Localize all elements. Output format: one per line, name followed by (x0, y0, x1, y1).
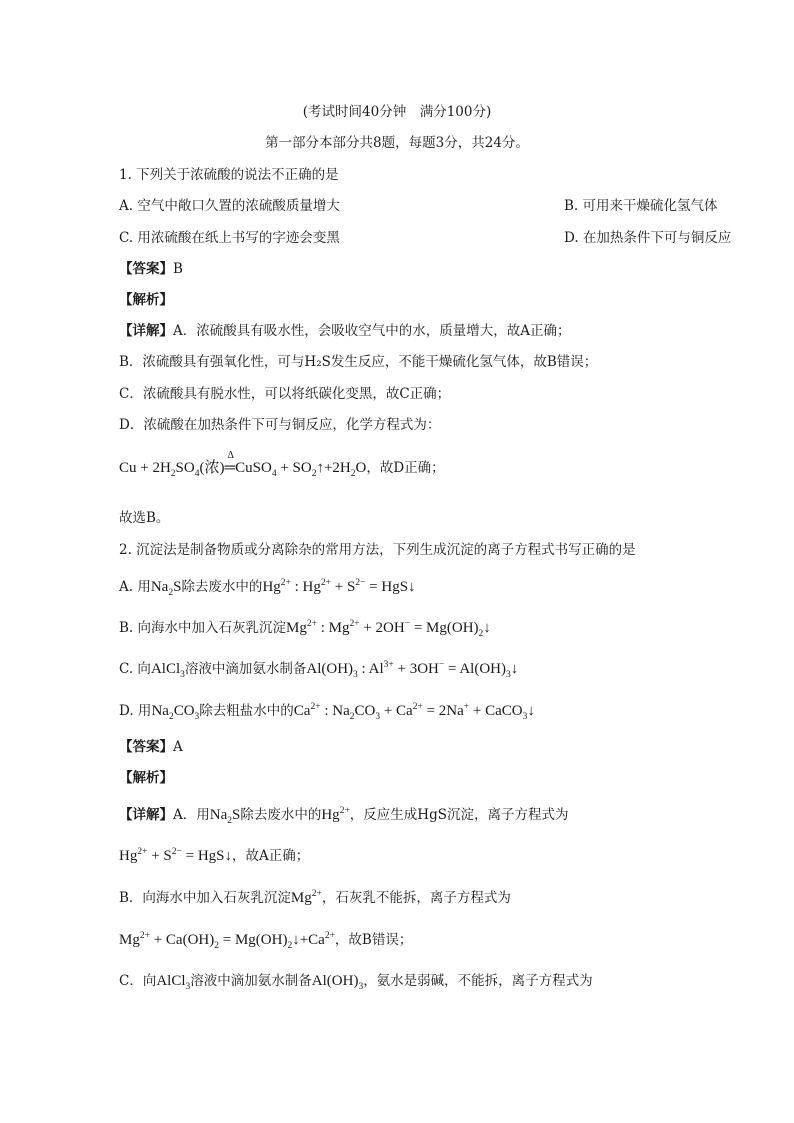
option-a-mid: 除去废水中的 (181, 579, 263, 595)
option-d-mid: 除去粗盐水中的 (199, 703, 294, 719)
option-b-prefix: B. 向海水中加入石灰乳沉淀 (119, 620, 287, 636)
option-a-prefix: A. 用 (119, 579, 151, 595)
detail-a-text: A．浓硫酸具有吸水性，会吸收空气中的水，质量增大，故A正确； (173, 323, 571, 339)
answer-value: B (173, 261, 183, 277)
detail-c-tail: ，氨水是弱碱，不能拆，离子方程式为 (363, 973, 593, 989)
detail-c-prefix: C．向 (119, 973, 157, 989)
option-c-prefix: C. 向 (119, 661, 151, 677)
option-d: D. 在加热条件下可与铜反应 (564, 230, 732, 246)
question-2-option-d: D. 用$Na_2CO_3$除去粗盐水中的$Ca^{2+}$ : $Na_2CO_3 + Ca^{2+} = 2Na^+$ + CaCO$_3$↓ (119, 702, 535, 722)
analysis-label: 【解析】 (119, 292, 173, 308)
question-1-options-row-2 (119, 227, 732, 249)
detail-a-tail: ，反应生成HgS沉淀，离子方程式为 (349, 807, 569, 823)
detail-2-a-equation: $Hg^{2+} + S^{2-}$ = HgS↓，故A正确； (119, 847, 310, 864)
detail-2-c: C．向AlCl$_3$溶液中滴加氨水制备$Al(OH)_3$，氨水是弱碱，不能拆，离子方程式为 (119, 973, 593, 992)
detail-1-c: C．浓硫酸具有脱水性，可以将纸碳化变黑，故C正确； (119, 386, 451, 402)
detail-1-a (119, 320, 571, 342)
option-d-prefix: D. 用 (119, 703, 152, 719)
question-1-stem: 1. 下列关于浓硫酸的说法不正确的是 (119, 167, 339, 183)
part-intro: 第一部分本部分共8题，每题3分，共24分。 (265, 135, 529, 151)
detail-2-b-equation: $Mg^{2+} + Ca(OH)_2$ = $Mg(OH)_2↓+Ca^{2+}$，故B错误； (119, 931, 413, 951)
detail-label: 【详解】 (119, 807, 173, 823)
answer-1 (119, 258, 183, 280)
detail-a-prefix: A．用 (173, 807, 210, 823)
detail-b-prefix: B．向海水中加入石灰乳沉淀 (119, 890, 291, 906)
answer-label: 【答案】 (119, 261, 173, 277)
question-2-stem: 2. 沉淀法是制备物质或分离除杂的常用方法，下列生成沉淀的离子方程式书写正确的是 (119, 542, 636, 558)
conclusion-1: 故选B。 (119, 510, 170, 526)
detail-1-b: B．浓硫酸具有强氧化性，可与H₂S发生反应，不能干燥硫化氢气体，故B错误； (119, 354, 598, 370)
detail-b-tail: ，石灰乳不能拆，离子方程式为 (321, 890, 511, 906)
answer-label: 【答案】 (119, 739, 173, 755)
detail-b-eq-tail: ，故B错误； (334, 932, 413, 948)
option-c: C. 用浓硫酸在纸上书写的字迹会变黑 (119, 230, 340, 246)
detail-2-a: 【详解】A．用$Na_2S$除去废水中的$Hg^{2+}$，反应生成HgS沉淀，离子方程式为 (119, 806, 569, 826)
option-a: A. 空气中敞口久置的浓硫酸质量增大 (119, 198, 340, 214)
option-b: B. 可用来干燥硫化氢气体 (564, 198, 718, 214)
detail-a-mid: 除去废水中的 (240, 807, 322, 823)
question-2-option-c: C. 向AlCl$_3$溶液中滴加氨水制备$Al(OH)_3$ : $Al^{3+} + 3OH^-$ = $Al(OH)_3↓$ (119, 660, 519, 680)
detail-c-mid: 溶液中滴加氨水制备 (190, 973, 312, 989)
detail-2-b: B．向海水中加入石灰乳沉淀$Mg^{2+}$，石灰乳不能拆，离子方程式为 (119, 889, 511, 906)
analysis-label: 【解析】 (119, 770, 173, 786)
exam-info: (考试时间40分钟 满分100分) (302, 104, 492, 120)
question-2-option-a: A. 用$Na_2S$除去废水中的$Hg^{2+}$ : $Hg^{2+} + S^{2-}$ = HgS↓ (119, 578, 416, 598)
chemical-equation: $Cu + 2H_2SO_4$(浓) Δ ═CuSO$_4$ + $SO_2↑+2H_2O$ (119, 450, 367, 479)
answer-value: A (173, 739, 183, 755)
answer-2 (119, 736, 183, 758)
question-1-options-row-1 (119, 195, 718, 217)
option-c-mid: 溶液中滴加氨水制备 (184, 661, 307, 677)
detail-a-eq-tail: ，故A正确； (232, 848, 310, 864)
equation-copper-sulfuric (119, 450, 445, 479)
detail-1-d: D．浓硫酸在加热条件下可与铜反应，化学方程式为： (119, 417, 441, 433)
equation-tail: ，故D正确； (366, 460, 445, 476)
question-2-option-b: B. 向海水中加入石灰乳沉淀$Mg^{2+}$ : $Mg^{2+} + 2OH^-$ = $Mg(OH)_2↓$ (119, 619, 491, 639)
detail-label: 【详解】 (119, 323, 173, 339)
